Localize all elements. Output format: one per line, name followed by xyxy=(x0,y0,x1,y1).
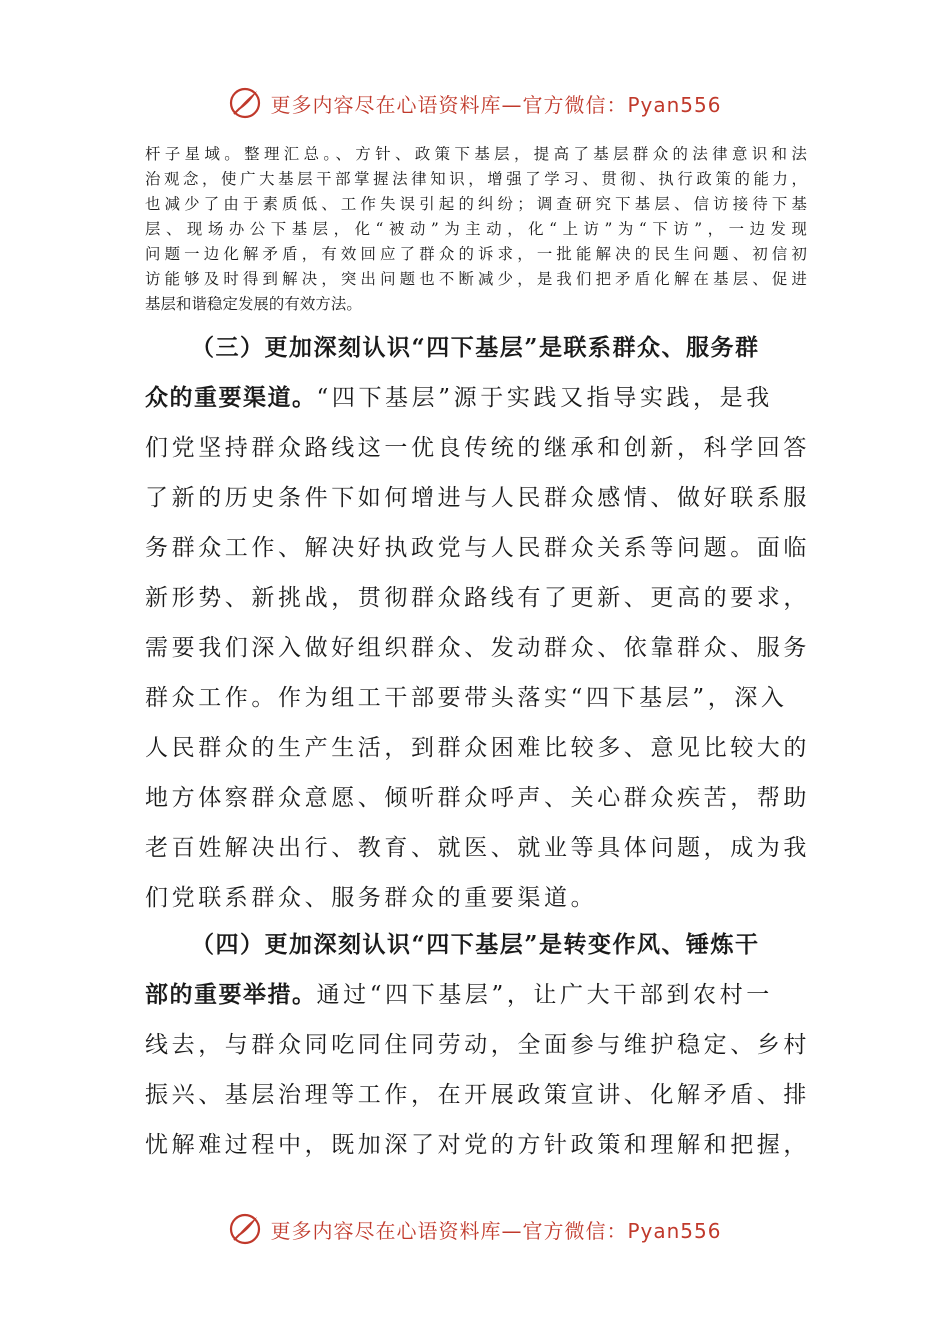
section-4 xyxy=(145,920,810,1170)
header-banner-text: 更多内容尽在心语资料库—官方微信：Pyan556 xyxy=(270,92,722,117)
section-3-line: 老百姓解决出行、教育、就医、就业等具体问题，成为我 xyxy=(145,835,810,861)
section-4-line: 振兴、基层治理等工作，在开展政策宣讲、化解矛盾、排 xyxy=(145,1082,810,1108)
section-4-line: 线去，与群众同吃同住同劳动，全面参与维护稳定、乡村 xyxy=(145,1032,810,1058)
section-4-heading: （四）更加深刻认识“四下基层”是转变作风、锤炼干 xyxy=(191,931,760,958)
paragraph-line: 基层和谐稳定发展的有效方法。 xyxy=(145,295,362,313)
paragraph-line: 也减少了由于素质低、工作失误引起的纠纷；调查研究下基层、信访接待下基 xyxy=(145,195,807,213)
section-3-line: 务群众工作、解决好执政党与人民群众关系等问题。面临 xyxy=(145,535,810,561)
paragraph-line: 杆子星域。整理汇总。、方针、政策下基层，提高了基层群众的法律意识和法 xyxy=(145,145,807,163)
intro-paragraph xyxy=(145,142,807,317)
quill-logo-icon xyxy=(228,86,262,120)
paragraph-line: 治观念，使广大基层干部掌握法律知识，增强了学习、贯彻、执行政策的能力， xyxy=(145,170,807,188)
paragraph-line: 访能够及时得到解决，突出问题也不断减少，是我们把矛盾化解在基层、促进 xyxy=(145,270,807,288)
section-3-line: 们党坚持群众路线这一优良传统的继承和创新，科学回答 xyxy=(145,435,810,461)
section-3 xyxy=(145,323,810,923)
section-3-line: 众的重要渠道。“四下基层”源于实践又指导实践，是我 xyxy=(145,384,773,411)
section-3-line: 地方体察群众意愿、倾听群众呼声、关心群众疾苦，帮助 xyxy=(145,785,810,811)
section-3-line: 需要我们深入做好组织群众、发动群众、依靠群众、服务 xyxy=(145,635,810,661)
quill-logo-icon xyxy=(228,1212,262,1246)
section-3-line: 新形势、新挑战，贯彻群众路线有了更新、更高的要求， xyxy=(145,585,810,611)
section-3-line: 人民群众的生产生活，到群众困难比较多、意见比较大的 xyxy=(145,735,810,761)
paragraph-line: 问题一边化解矛盾，有效回应了群众的诉求，一批能解决的民生问题、初信初 xyxy=(145,245,807,263)
section-4-line: 忧解难过程中，既加深了对党的方针政策和理解和把握， xyxy=(145,1132,810,1158)
paragraph-line: 层、现场办公下基层，化“被动”为主动，化“上访”为“下访”，一边发现 xyxy=(145,220,807,238)
footer-banner xyxy=(0,1212,950,1246)
section-3-heading: （三）更加深刻认识“四下基层”是联系群众、服务群 xyxy=(191,334,760,361)
section-3-line: 们党联系群众、服务群众的重要渠道。 xyxy=(145,885,598,911)
header-banner xyxy=(0,86,950,120)
section-3-heading-tail: 众的重要渠道。 xyxy=(145,384,317,411)
section-3-line: 群众工作。作为组工干部要带头落实“四下基层”，深入 xyxy=(145,685,788,711)
section-3-line: 了新的历史条件下如何增进与人民群众感情、做好联系服 xyxy=(145,485,810,511)
section-4-line: 部的重要举措。通过“四下基层”，让广大干部到农村一 xyxy=(145,981,773,1008)
footer-banner-text: 更多内容尽在心语资料库—官方微信：Pyan556 xyxy=(270,1218,722,1243)
section-4-heading-tail: 部的重要举措。 xyxy=(145,981,317,1008)
